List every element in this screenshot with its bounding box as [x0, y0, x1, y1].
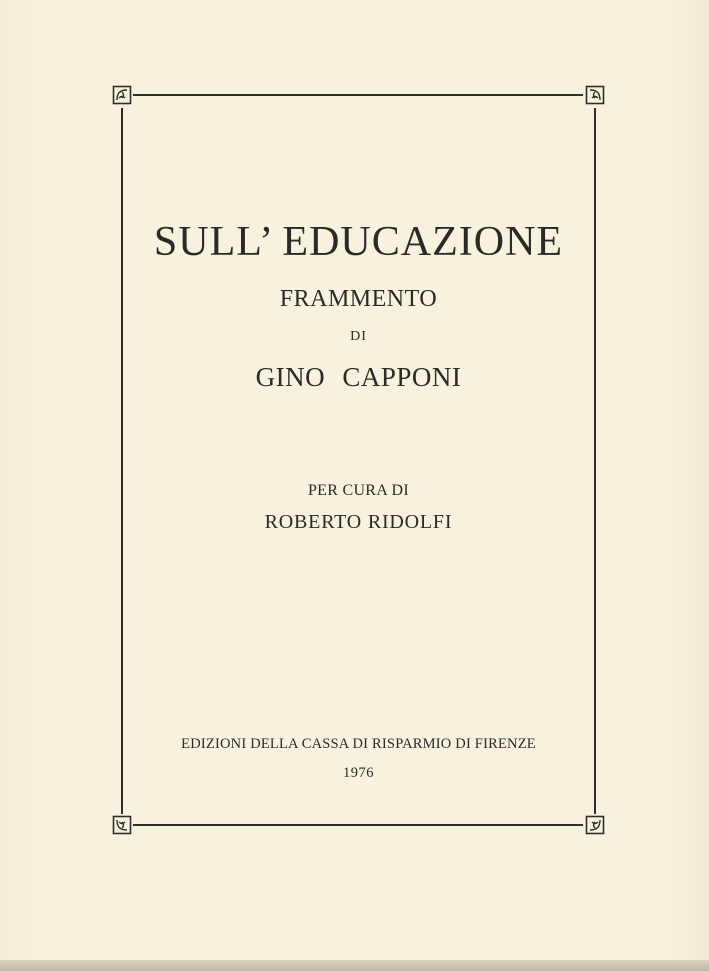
frame-left-line — [121, 108, 123, 814]
frame-right-line — [594, 108, 596, 814]
by-label: DI — [350, 329, 367, 344]
curated-by-label: PER CURA DI — [307, 482, 410, 499]
publication-year: 1976 — [343, 765, 374, 781]
frame-top-line — [133, 94, 583, 96]
corner-ornament-icon — [585, 815, 605, 835]
corner-ornament-icon — [112, 85, 132, 105]
corner-ornament-icon — [585, 85, 605, 105]
frame-bottom-line — [133, 824, 583, 826]
book-title: SULL’ EDUCAZIONE — [153, 219, 564, 265]
page-bottom-edge — [0, 960, 709, 971]
corner-ornament-icon — [112, 815, 132, 835]
author-name: GINO CAPPONI — [255, 362, 462, 392]
book-subtitle: FRAMMENTO — [279, 286, 438, 312]
editor-name: ROBERTO RIDOLFI — [264, 511, 453, 533]
publisher-name: EDIZIONI DELLA CASSA DI RISPARMIO DI FIRENZE — [181, 736, 536, 752]
